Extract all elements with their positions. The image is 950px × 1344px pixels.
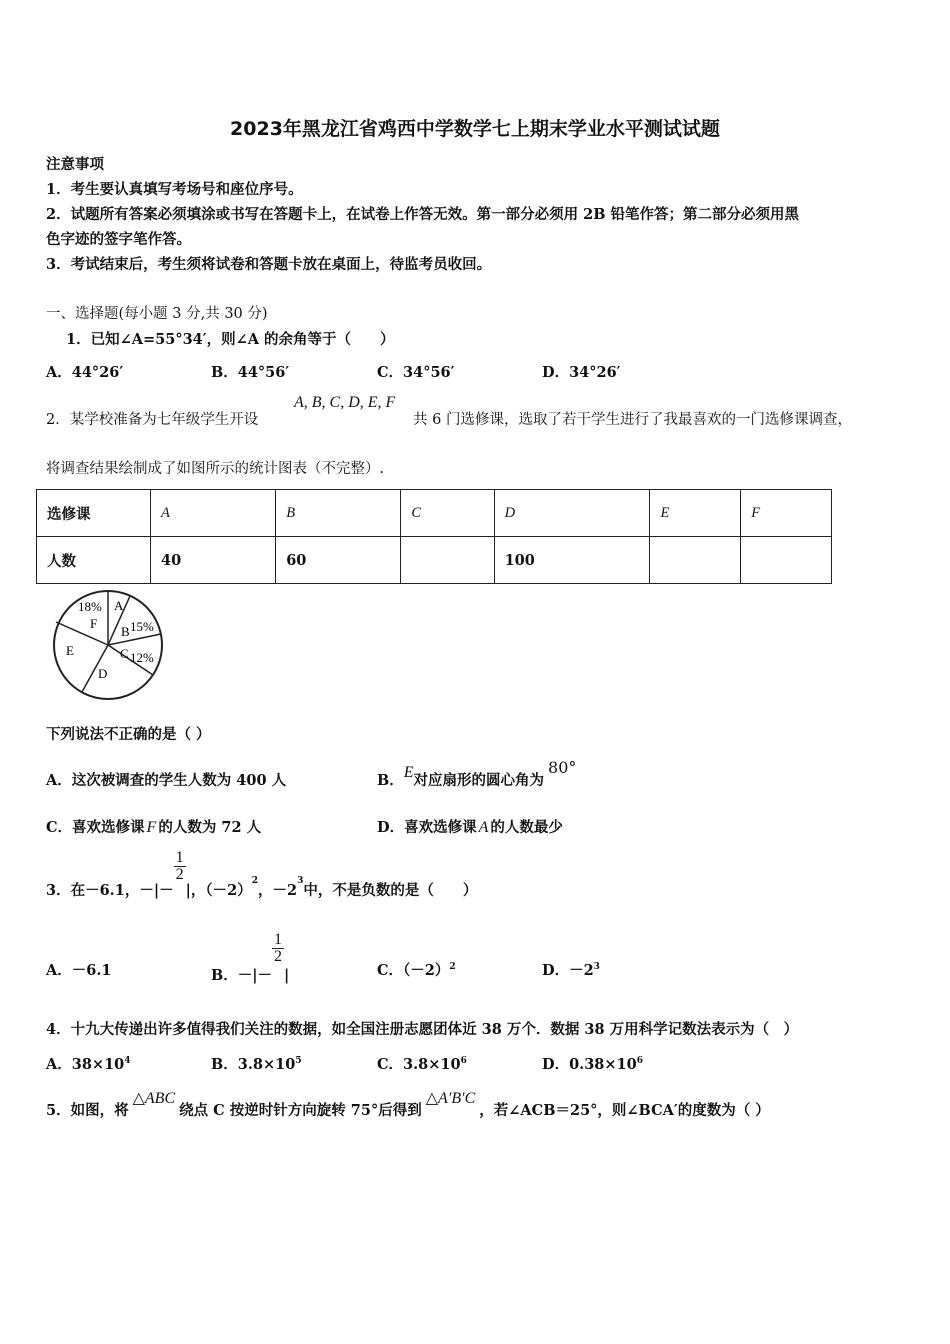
table-cell xyxy=(741,537,832,584)
pie-pct-f: 18% xyxy=(78,599,102,614)
table-cell: A xyxy=(151,490,276,537)
q2-stem-c: 将调查结果绘制成了如图所示的统计图表（不完整）. xyxy=(46,461,385,477)
pie-pct-b: 15% xyxy=(130,619,154,634)
q1-stem: 1．已知∠A=55°34′，则∠A 的余角等于（ ） xyxy=(66,331,395,348)
q2-courses: A, B, C, D, E, F xyxy=(294,394,396,411)
q3-option-c: C．$(-2)^2$ xyxy=(377,962,456,979)
q2-stem-a: 2．某学校准备为七年级学生开设 xyxy=(46,412,259,428)
table-cell: 100 xyxy=(494,537,650,584)
q2-option-c: C．喜欢选修课 F 的人数为 72 人 xyxy=(46,819,262,836)
q1-option-b: B．44°56′ xyxy=(211,364,290,381)
q3-stem: 3．在－6.1，－|－ $\frac{1}{2}$ |，$(-2)^2$，$-2^3$中，不是负数的是（ ） xyxy=(46,849,478,899)
notice-heading: 注意事项 xyxy=(46,156,104,173)
q3-option-b: B．－|－ $\frac{1}{2}$ | xyxy=(211,931,290,984)
notice-item-2-cont: 色字迹的签字笔作答。 xyxy=(46,231,191,248)
notice-item-1: 1．考生要认真填写考场号和座位序号。 xyxy=(46,181,303,198)
notice-item-3: 3．考试结束后，考生须将试卷和答题卡放在桌面上，待监考员收回。 xyxy=(46,256,492,273)
table-cell: F xyxy=(741,490,832,537)
table-cell xyxy=(650,537,741,584)
table-row xyxy=(37,537,832,584)
table-header-course: 选修课 xyxy=(37,490,151,537)
pie-label-c: C xyxy=(120,646,129,661)
q3-option-a: A．－6.1 xyxy=(46,962,112,979)
table-cell: 40 xyxy=(151,537,276,584)
q5-stem: 5．如图，将△ABC绕点 C 按逆时针方向旋转 75°后得到△A′B′C，若∠ACB＝25°，则∠BCA′的度数为（ ） xyxy=(46,1090,770,1119)
q3-option-d: D．$-2^3$ xyxy=(542,962,600,979)
q2-prompt: 下列说法不正确的是（ ） xyxy=(46,726,211,743)
q1-option-c: C．34°56′ xyxy=(377,364,455,381)
q2-stem-b: 共 6 门选修课，选取了若干学生进行了我最喜欢的一门选修课调查， xyxy=(413,412,852,428)
q2-option-a: A．这次被调查的学生人数为 400 人 xyxy=(46,772,287,789)
pie-label-e: E xyxy=(66,643,74,658)
q4-stem: 4．十九大传递出许多值得我们关注的数据，如全国注册志愿团体近 38 万个．数据 38 万用科学记数法表示为（ ） xyxy=(46,1021,799,1038)
course-table xyxy=(36,489,832,584)
q1-option-a: A．44°26′ xyxy=(46,364,124,381)
pie-pct-c: 12% xyxy=(130,650,154,665)
pie-label-f: F xyxy=(90,616,98,631)
table-cell: 60 xyxy=(276,537,401,584)
table-row xyxy=(37,490,832,537)
q2-option-d: D．喜欢选修课 A 的人数最少 xyxy=(377,819,563,836)
q4-option-a: A．$38\times 10^4$ xyxy=(46,1056,131,1073)
q2-option-b: B．E对应扇形的圆心角为80° xyxy=(377,758,577,789)
table-cell: E xyxy=(650,490,741,537)
pie-label-b: B xyxy=(121,624,130,639)
page-title: 2023年黑龙江省鸡西中学数学七上期末学业水平测试试题 xyxy=(230,118,720,140)
table-header-count: 人数 xyxy=(37,537,151,584)
q4-option-c: C．$3.8\times 10^6$ xyxy=(377,1056,467,1073)
pie-label-d: D xyxy=(98,666,108,681)
table-cell: D xyxy=(494,490,650,537)
pie-chart xyxy=(46,586,170,704)
q1-option-d: D．34°26′ xyxy=(542,364,621,381)
table-cell: C xyxy=(401,490,494,537)
q4-option-d: D．$0.38\times 10^6$ xyxy=(542,1056,643,1073)
notice-item-2: 2．试题所有答案必须填涂或书写在答题卡上，在试卷上作答无效。第一部分必须用 2B 铅笔作答；第二部分必须用黑 xyxy=(46,206,800,223)
section-heading: 一、选择题(每小题 3 分,共 30 分) xyxy=(46,306,268,322)
table-cell: B xyxy=(276,490,401,537)
table-cell xyxy=(401,537,494,584)
pie-label-a: A xyxy=(114,598,124,613)
q4-option-b: B．$3.8\times 10^5$ xyxy=(211,1056,302,1073)
